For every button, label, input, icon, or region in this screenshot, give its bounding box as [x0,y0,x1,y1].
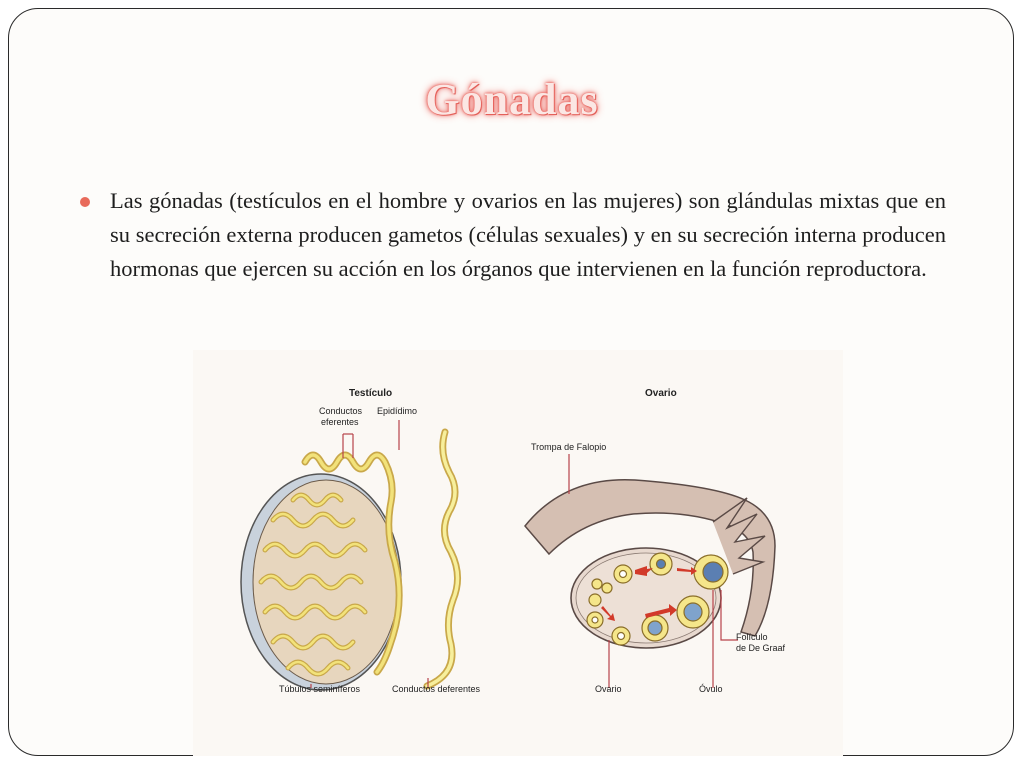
label-epididimo: Epidídimo [377,406,418,416]
label-conductos-eferentes-1: Conductos [319,406,363,416]
testis-title: Testículo [349,388,393,399]
label-ovario: Ovario [595,684,622,694]
bullet-icon [80,197,90,207]
gonads-diagram [193,350,843,756]
label-foliculo-2: de De Graaf [736,643,786,653]
label-trompa-de-falopio: Trompa de Falopio [531,442,607,452]
label-foliculo-1: Folículo [736,632,768,642]
label-tubulos-seminiferos: Túbulos seminíferos [279,684,361,694]
ovary-title: Ovario [645,388,677,399]
label-ovulo: Óvulo [699,684,723,694]
slide-title: Gónadas [425,75,599,124]
gonads-illustration [193,350,843,756]
bullet-item [80,184,946,286]
label-conductos-deferentes: Conductos deferentes [392,684,481,694]
label-conductos-eferentes-2: eferentes [321,417,359,427]
bullet-text: Las gónadas (testículos en el hombre y ovarios en las mujeres) son glándulas mixtas que en su secreción externa producen gametos (células sexuales) y en su secreción interna producen hormonas que ejercen su acción en los órganos que intervienen en la función reproductora. [110,188,946,281]
